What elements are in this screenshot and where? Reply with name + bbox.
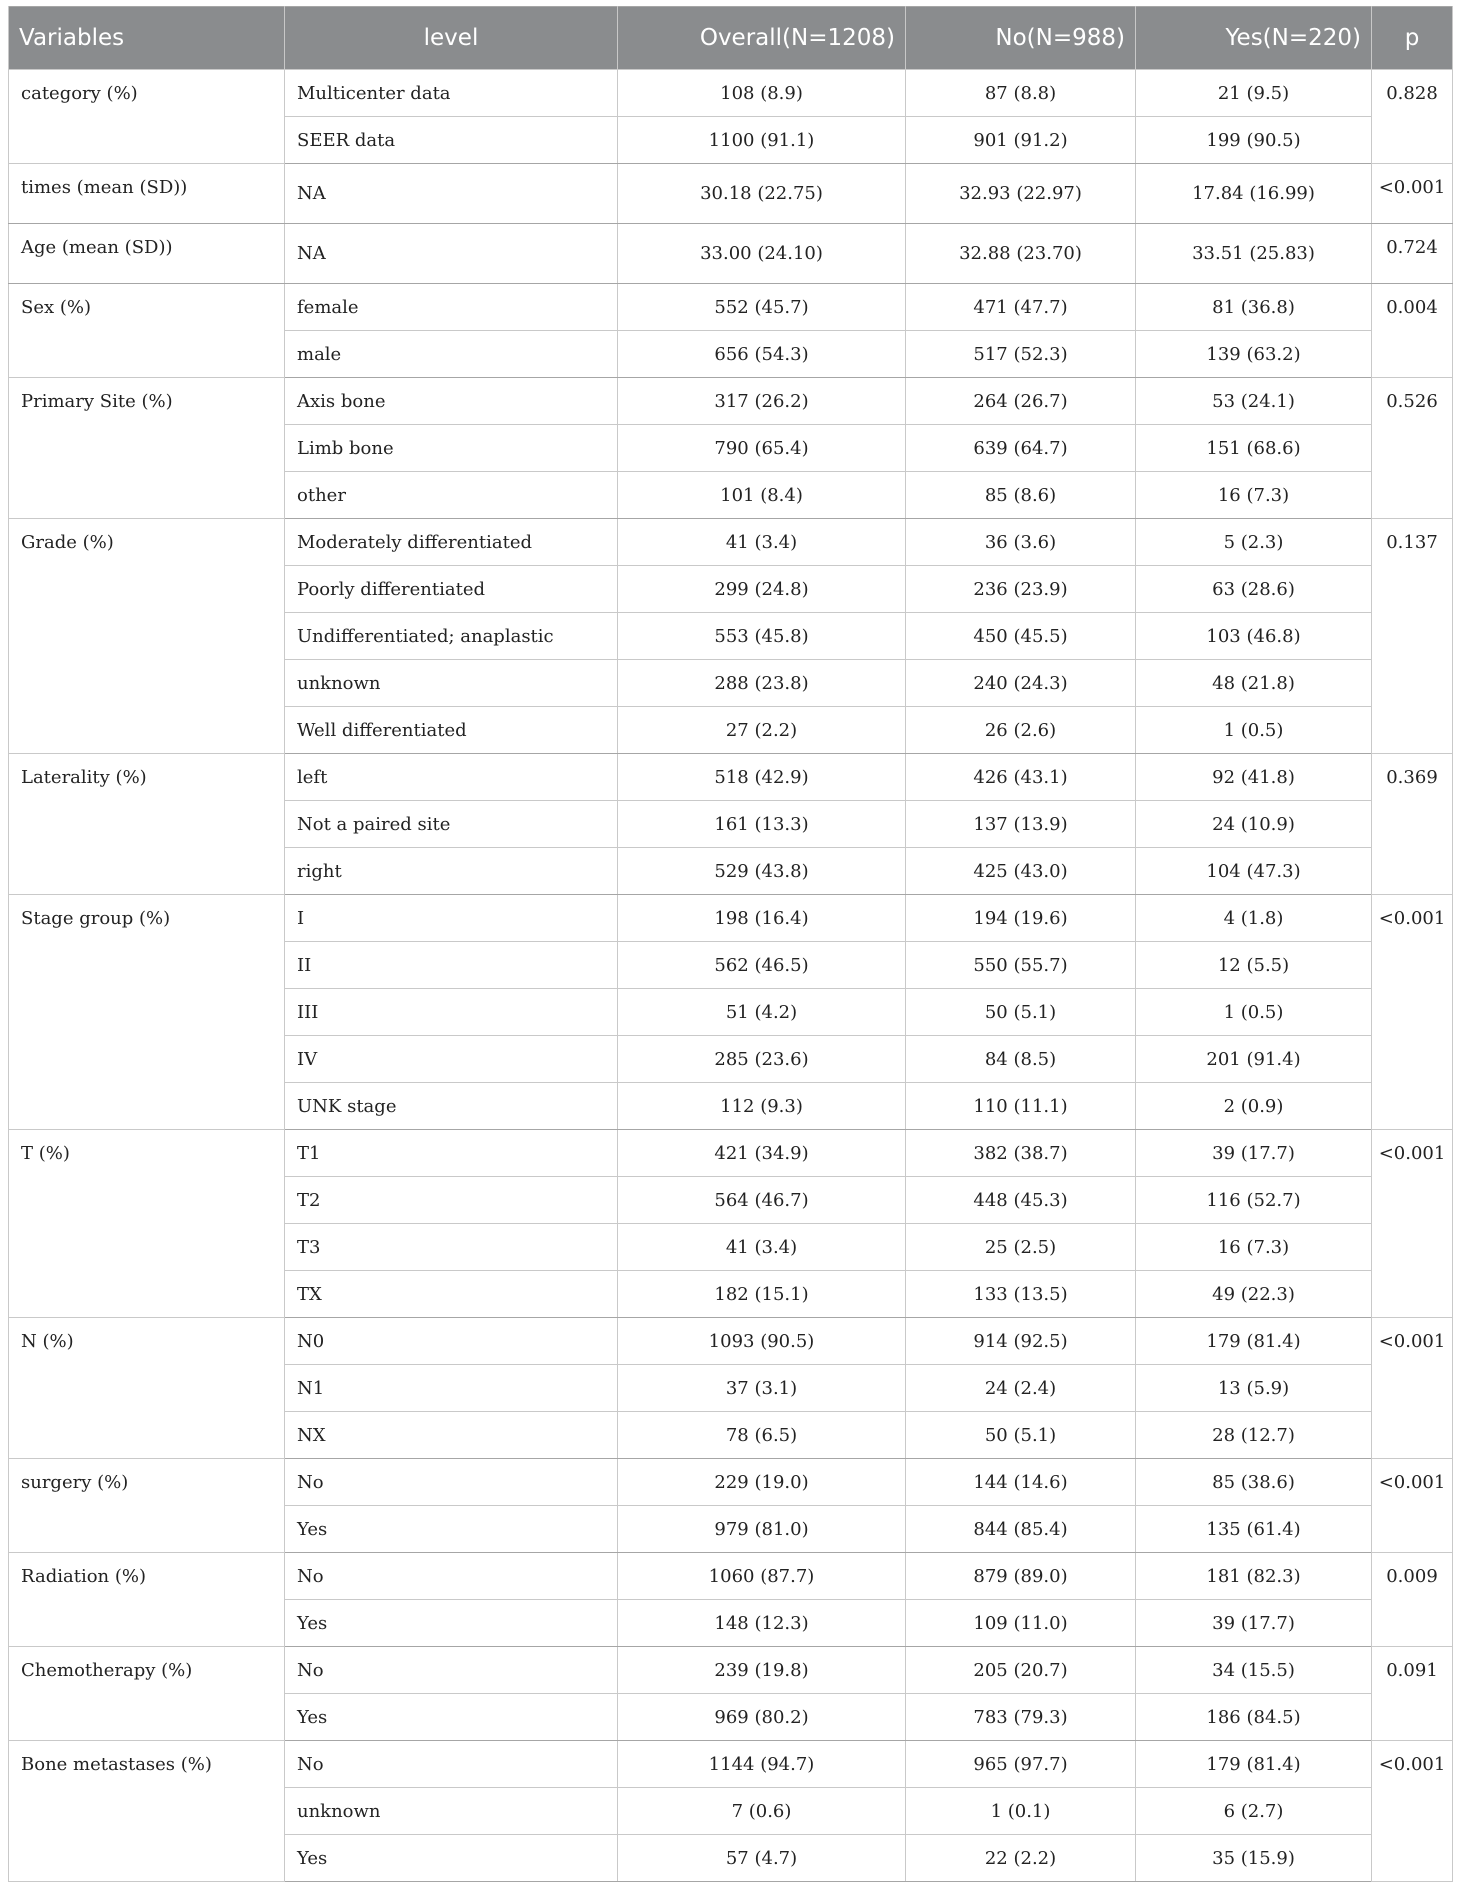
yes-cell: 35 (15.9) <box>1136 1835 1372 1882</box>
overall-cell: 161 (13.3) <box>618 801 906 848</box>
no-cell: 450 (45.5) <box>906 613 1136 660</box>
variable-cell: Primary Site (%) <box>9 378 285 519</box>
level-cell: II <box>285 942 618 989</box>
level-cell: SEER data <box>285 117 618 164</box>
level-cell: N0 <box>285 1318 618 1365</box>
yes-cell: 33.51 (25.83) <box>1136 224 1372 284</box>
level-cell: right <box>285 848 618 895</box>
baseline-characteristics-table <box>8 6 1453 1882</box>
overall-cell: 198 (16.4) <box>618 895 906 942</box>
yes-cell: 1 (0.5) <box>1136 707 1372 754</box>
overall-cell: 1100 (91.1) <box>618 117 906 164</box>
p-value-cell: 0.724 <box>1372 224 1453 284</box>
yes-cell: 181 (82.3) <box>1136 1553 1372 1600</box>
yes-cell: 53 (24.1) <box>1136 378 1372 425</box>
yes-cell: 135 (61.4) <box>1136 1506 1372 1553</box>
no-cell: 844 (85.4) <box>906 1506 1136 1553</box>
table-row <box>9 519 1453 566</box>
overall-cell: 285 (23.6) <box>618 1036 906 1083</box>
header-yes: Yes(N=220) <box>1136 7 1372 70</box>
overall-cell: 37 (3.1) <box>618 1365 906 1412</box>
level-cell: III <box>285 989 618 1036</box>
overall-cell: 564 (46.7) <box>618 1177 906 1224</box>
yes-cell: 24 (10.9) <box>1136 801 1372 848</box>
level-cell: I <box>285 895 618 942</box>
level-cell: NA <box>285 224 618 284</box>
yes-cell: 63 (28.6) <box>1136 566 1372 613</box>
level-cell: Limb bone <box>285 425 618 472</box>
table-row <box>9 1459 1453 1506</box>
level-cell: NX <box>285 1412 618 1459</box>
p-value-cell: <0.001 <box>1372 164 1453 224</box>
no-cell: 110 (11.1) <box>906 1083 1136 1130</box>
overall-cell: 51 (4.2) <box>618 989 906 1036</box>
no-cell: 109 (11.0) <box>906 1600 1136 1647</box>
overall-cell: 101 (8.4) <box>618 472 906 519</box>
overall-cell: 108 (8.9) <box>618 70 906 117</box>
overall-cell: 969 (80.2) <box>618 1694 906 1741</box>
overall-cell: 317 (26.2) <box>618 378 906 425</box>
no-cell: 550 (55.7) <box>906 942 1136 989</box>
p-value-cell: 0.137 <box>1372 519 1453 754</box>
yes-cell: 21 (9.5) <box>1136 70 1372 117</box>
overall-cell: 529 (43.8) <box>618 848 906 895</box>
level-cell: No <box>285 1741 618 1788</box>
variable-cell: Bone metastases (%) <box>9 1741 285 1882</box>
level-cell: Moderately differentiated <box>285 519 618 566</box>
level-cell: N1 <box>285 1365 618 1412</box>
table-row <box>9 1130 1453 1177</box>
yes-cell: 103 (46.8) <box>1136 613 1372 660</box>
header-p: p <box>1372 7 1453 70</box>
yes-cell: 16 (7.3) <box>1136 472 1372 519</box>
no-cell: 914 (92.5) <box>906 1318 1136 1365</box>
no-cell: 50 (5.1) <box>906 989 1136 1036</box>
level-cell: Not a paired site <box>285 801 618 848</box>
no-cell: 205 (20.7) <box>906 1647 1136 1694</box>
overall-cell: 57 (4.7) <box>618 1835 906 1882</box>
overall-cell: 979 (81.0) <box>618 1506 906 1553</box>
p-value-cell: 0.091 <box>1372 1647 1453 1741</box>
overall-cell: 518 (42.9) <box>618 754 906 801</box>
table-row <box>9 1553 1453 1600</box>
no-cell: 137 (13.9) <box>906 801 1136 848</box>
table-container <box>8 6 1452 1882</box>
level-cell: T3 <box>285 1224 618 1271</box>
header-no: No(N=988) <box>906 7 1136 70</box>
no-cell: 901 (91.2) <box>906 117 1136 164</box>
yes-cell: 179 (81.4) <box>1136 1318 1372 1365</box>
yes-cell: 116 (52.7) <box>1136 1177 1372 1224</box>
variable-cell: Radiation (%) <box>9 1553 285 1647</box>
level-cell: TX <box>285 1271 618 1318</box>
overall-cell: 229 (19.0) <box>618 1459 906 1506</box>
level-cell: No <box>285 1553 618 1600</box>
variable-cell: T (%) <box>9 1130 285 1318</box>
p-value-cell: 0.004 <box>1372 284 1453 378</box>
level-cell: Yes <box>285 1506 618 1553</box>
no-cell: 194 (19.6) <box>906 895 1136 942</box>
no-cell: 32.88 (23.70) <box>906 224 1136 284</box>
level-cell: female <box>285 284 618 331</box>
no-cell: 133 (13.5) <box>906 1271 1136 1318</box>
yes-cell: 17.84 (16.99) <box>1136 164 1372 224</box>
yes-cell: 186 (84.5) <box>1136 1694 1372 1741</box>
overall-cell: 299 (24.8) <box>618 566 906 613</box>
overall-cell: 552 (45.7) <box>618 284 906 331</box>
no-cell: 639 (64.7) <box>906 425 1136 472</box>
no-cell: 448 (45.3) <box>906 1177 1136 1224</box>
header-level: level <box>285 7 618 70</box>
header-variables: Variables <box>9 7 285 70</box>
level-cell: Undifferentiated; anaplastic <box>285 613 618 660</box>
level-cell: Well differentiated <box>285 707 618 754</box>
table-row <box>9 1741 1453 1788</box>
level-cell: No <box>285 1459 618 1506</box>
no-cell: 50 (5.1) <box>906 1412 1136 1459</box>
yes-cell: 39 (17.7) <box>1136 1600 1372 1647</box>
p-value-cell: <0.001 <box>1372 1130 1453 1318</box>
variable-cell: N (%) <box>9 1318 285 1459</box>
variable-cell: surgery (%) <box>9 1459 285 1553</box>
overall-cell: 112 (9.3) <box>618 1083 906 1130</box>
table-row <box>9 895 1453 942</box>
p-value-cell: <0.001 <box>1372 1459 1453 1553</box>
yes-cell: 34 (15.5) <box>1136 1647 1372 1694</box>
yes-cell: 199 (90.5) <box>1136 117 1372 164</box>
yes-cell: 179 (81.4) <box>1136 1741 1372 1788</box>
no-cell: 144 (14.6) <box>906 1459 1136 1506</box>
table-row <box>9 224 1453 284</box>
yes-cell: 6 (2.7) <box>1136 1788 1372 1835</box>
level-cell: unknown <box>285 1788 618 1835</box>
level-cell: Axis bone <box>285 378 618 425</box>
yes-cell: 151 (68.6) <box>1136 425 1372 472</box>
no-cell: 783 (79.3) <box>906 1694 1136 1741</box>
table-row <box>9 284 1453 331</box>
overall-cell: 239 (19.8) <box>618 1647 906 1694</box>
p-value-cell: <0.001 <box>1372 1318 1453 1459</box>
overall-cell: 656 (54.3) <box>618 331 906 378</box>
p-value-cell: <0.001 <box>1372 895 1453 1130</box>
variable-cell: Laterality (%) <box>9 754 285 895</box>
yes-cell: 49 (22.3) <box>1136 1271 1372 1318</box>
level-cell: other <box>285 472 618 519</box>
yes-cell: 13 (5.9) <box>1136 1365 1372 1412</box>
yes-cell: 201 (91.4) <box>1136 1036 1372 1083</box>
variable-cell: Stage group (%) <box>9 895 285 1130</box>
no-cell: 36 (3.6) <box>906 519 1136 566</box>
yes-cell: 139 (63.2) <box>1136 331 1372 378</box>
no-cell: 965 (97.7) <box>906 1741 1136 1788</box>
level-cell: male <box>285 331 618 378</box>
overall-cell: 1060 (87.7) <box>618 1553 906 1600</box>
table-header <box>9 7 1453 70</box>
level-cell: left <box>285 754 618 801</box>
table-row <box>9 164 1453 224</box>
yes-cell: 92 (41.8) <box>1136 754 1372 801</box>
variable-cell: Sex (%) <box>9 284 285 378</box>
table-row <box>9 1318 1453 1365</box>
level-cell: No <box>285 1647 618 1694</box>
level-cell: UNK stage <box>285 1083 618 1130</box>
yes-cell: 5 (2.3) <box>1136 519 1372 566</box>
level-cell: Yes <box>285 1600 618 1647</box>
variable-cell: times (mean (SD)) <box>9 164 285 224</box>
overall-cell: 41 (3.4) <box>618 1224 906 1271</box>
overall-cell: 790 (65.4) <box>618 425 906 472</box>
p-value-cell: 0.526 <box>1372 378 1453 519</box>
level-cell: Yes <box>285 1694 618 1741</box>
no-cell: 236 (23.9) <box>906 566 1136 613</box>
level-cell: Yes <box>285 1835 618 1882</box>
table-row <box>9 1647 1453 1694</box>
no-cell: 426 (43.1) <box>906 754 1136 801</box>
yes-cell: 85 (38.6) <box>1136 1459 1372 1506</box>
level-cell: T2 <box>285 1177 618 1224</box>
p-value-cell: 0.828 <box>1372 70 1453 164</box>
yes-cell: 1 (0.5) <box>1136 989 1372 1036</box>
overall-cell: 27 (2.2) <box>618 707 906 754</box>
variable-cell: category (%) <box>9 70 285 164</box>
no-cell: 32.93 (22.97) <box>906 164 1136 224</box>
yes-cell: 104 (47.3) <box>1136 848 1372 895</box>
overall-cell: 33.00 (24.10) <box>618 224 906 284</box>
level-cell: Poorly differentiated <box>285 566 618 613</box>
level-cell: unknown <box>285 660 618 707</box>
overall-cell: 7 (0.6) <box>618 1788 906 1835</box>
overall-cell: 421 (34.9) <box>618 1130 906 1177</box>
table-row <box>9 378 1453 425</box>
overall-cell: 41 (3.4) <box>618 519 906 566</box>
no-cell: 22 (2.2) <box>906 1835 1136 1882</box>
yes-cell: 81 (36.8) <box>1136 284 1372 331</box>
no-cell: 24 (2.4) <box>906 1365 1136 1412</box>
overall-cell: 562 (46.5) <box>618 942 906 989</box>
overall-cell: 553 (45.8) <box>618 613 906 660</box>
p-value-cell: 0.009 <box>1372 1553 1453 1647</box>
no-cell: 25 (2.5) <box>906 1224 1136 1271</box>
overall-cell: 1093 (90.5) <box>618 1318 906 1365</box>
no-cell: 382 (38.7) <box>906 1130 1136 1177</box>
no-cell: 240 (24.3) <box>906 660 1136 707</box>
no-cell: 264 (26.7) <box>906 378 1136 425</box>
level-cell: Multicenter data <box>285 70 618 117</box>
variable-cell: Age (mean (SD)) <box>9 224 285 284</box>
overall-cell: 182 (15.1) <box>618 1271 906 1318</box>
yes-cell: 28 (12.7) <box>1136 1412 1372 1459</box>
p-value-cell: 0.369 <box>1372 754 1453 895</box>
yes-cell: 39 (17.7) <box>1136 1130 1372 1177</box>
level-cell: IV <box>285 1036 618 1083</box>
level-cell: NA <box>285 164 618 224</box>
yes-cell: 12 (5.5) <box>1136 942 1372 989</box>
table-row <box>9 754 1453 801</box>
table-row <box>9 70 1453 117</box>
no-cell: 26 (2.6) <box>906 707 1136 754</box>
overall-cell: 148 (12.3) <box>618 1600 906 1647</box>
no-cell: 85 (8.6) <box>906 472 1136 519</box>
no-cell: 517 (52.3) <box>906 331 1136 378</box>
table-body <box>9 70 1453 1882</box>
header-overall: Overall(N=1208) <box>618 7 906 70</box>
yes-cell: 4 (1.8) <box>1136 895 1372 942</box>
overall-cell: 288 (23.8) <box>618 660 906 707</box>
variable-cell: Chemotherapy (%) <box>9 1647 285 1741</box>
no-cell: 425 (43.0) <box>906 848 1136 895</box>
no-cell: 84 (8.5) <box>906 1036 1136 1083</box>
header-row <box>9 7 1453 70</box>
no-cell: 1 (0.1) <box>906 1788 1136 1835</box>
yes-cell: 48 (21.8) <box>1136 660 1372 707</box>
no-cell: 471 (47.7) <box>906 284 1136 331</box>
no-cell: 87 (8.8) <box>906 70 1136 117</box>
overall-cell: 30.18 (22.75) <box>618 164 906 224</box>
level-cell: T1 <box>285 1130 618 1177</box>
variable-cell: Grade (%) <box>9 519 285 754</box>
yes-cell: 16 (7.3) <box>1136 1224 1372 1271</box>
no-cell: 879 (89.0) <box>906 1553 1136 1600</box>
overall-cell: 1144 (94.7) <box>618 1741 906 1788</box>
overall-cell: 78 (6.5) <box>618 1412 906 1459</box>
yes-cell: 2 (0.9) <box>1136 1083 1372 1130</box>
p-value-cell: <0.001 <box>1372 1741 1453 1882</box>
